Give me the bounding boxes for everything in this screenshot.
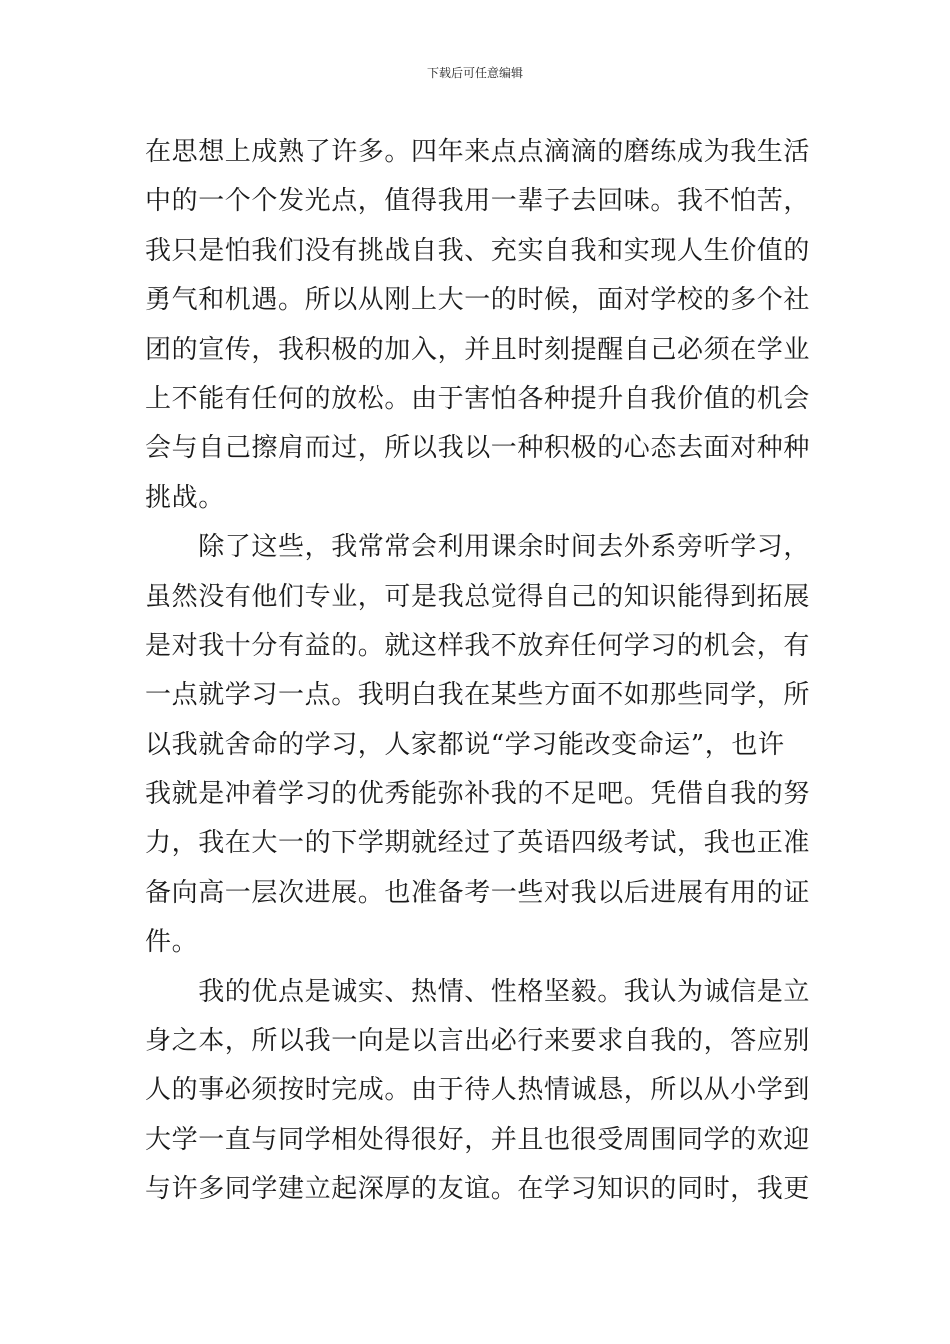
text-line: 会与自己擦肩而过，所以我以一种积极的心态去面对种种 xyxy=(145,433,811,464)
text-line: 上不能有任何的放松。由于害怕各种提升自我价值的机会 xyxy=(145,383,811,414)
text-line: 大学一直与同学相处得很好，并且也很受周围同学的欢迎 xyxy=(145,1124,811,1155)
text-line: 以我就舍命的学习，人家都说“学习能改变命运”，也许 xyxy=(145,729,785,760)
text-line: 团的宣传，我积极的加入，并且时刻提醒自己必须在学业 xyxy=(145,334,811,365)
text-line: 备向高一层次进展。也准备考一些对我以后进展有用的证 xyxy=(145,877,811,908)
text-line: 力，我在大一的下学期就经过了英语四级考试，我也正准 xyxy=(145,828,811,859)
page-header: 下载后可任意编辑 xyxy=(426,66,523,80)
document-body xyxy=(145,128,810,1215)
text-line: 在思想上成熟了许多。四年来点点滴滴的磨练成为我生活 xyxy=(145,137,811,167)
text-line: 勇气和机遇。所以从刚上大一的时候，面对学校的多个社 xyxy=(145,285,811,316)
text-line: 身之本，所以我一向是以言出必行来要求自我的，答应别 xyxy=(145,1026,811,1057)
text-line: 中的一个个发光点，值得我用一辈子去回味。我不怕苦， xyxy=(145,186,811,217)
text-line: 人的事必须按时完成。由于待人热情诚恳，所以从小学到 xyxy=(145,1075,811,1106)
text-line: 挑战。 xyxy=(145,482,225,513)
text-line: 我只是怕我们没有挑战自我、充实自我和实现人生价值的 xyxy=(145,235,811,266)
text-line: 我的优点是诚实、热情、性格坚毅。我认为诚信是立 xyxy=(145,976,811,1007)
text-line: 件。 xyxy=(145,927,199,958)
text-line: 是对我十分有益的。就这样我不放弃任何学习的机会，有 xyxy=(145,630,811,661)
text-line: 一点就学习一点。我明白我在某些方面不如那些同学，所 xyxy=(145,680,811,711)
text-line: 虽然没有他们专业，可是我总觉得自己的知识能得到拓展 xyxy=(145,581,811,612)
text-line: 与许多同学建立起深厚的友谊。在学习知识的同时，我更 xyxy=(145,1174,811,1205)
text-line: 我就是冲着学习的优秀能弥补我的不足吧。凭借自我的努 xyxy=(145,779,811,810)
text-line: 除了这些，我常常会利用课余时间去外系旁听学习， xyxy=(145,532,811,563)
